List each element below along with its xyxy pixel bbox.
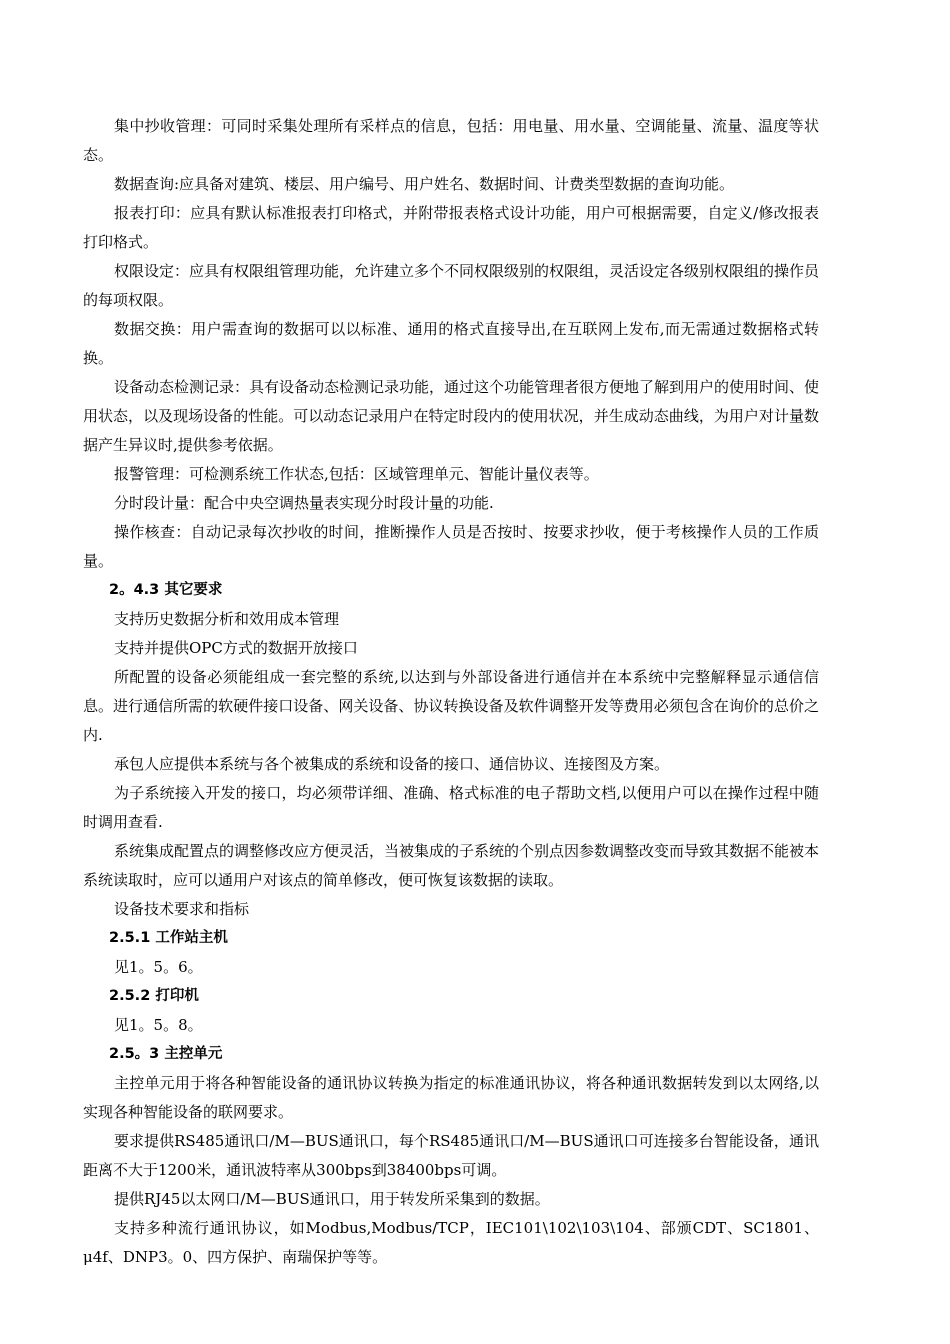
body-paragraph: 见1。5。8。 bbox=[114, 1016, 203, 1034]
document-body bbox=[83, 112, 819, 1272]
body-paragraph: 分时段计量：配合中央空调热量表实现分时段计量的功能. bbox=[114, 494, 494, 512]
body-paragraph: 所配置的设备必须能组成一套完整的系统,以达到与外部设备进行通信并在本系统中完整解释显示通信信息。进行通信所需的软硬件接口设备、网关设备、协议转换设备及软件调整开发等费用必须包含在询价的总价之内. bbox=[83, 668, 819, 744]
body-paragraph: 支持历史数据分析和效用成本管理 bbox=[114, 610, 340, 628]
body-paragraph: 支持并提供OPC方式的数据开放接口 bbox=[114, 639, 358, 657]
body-paragraph: 承包人应提供本系统与各个被集成的系统和设备的接口、通信协议、连接图及方案。 bbox=[114, 755, 670, 773]
body-paragraph: 集中抄收管理：可同时采集处理所有采样点的信息，包括：用电量、用水量、空调能量、流量、温度等状态。 bbox=[83, 117, 819, 164]
body-paragraph: 为子系统接入开发的接口，均必须带详细、准确、格式标准的电子帮助文档,以便用户可以在操作过程中随时调用查看. bbox=[83, 784, 819, 831]
body-paragraph: 设备技术要求和指标 bbox=[114, 900, 250, 918]
body-paragraph: 权限设定：应具有权限组管理功能，允许建立多个不同权限级别的权限组，灵活设定各级别权限组的操作员的每项权限。 bbox=[83, 262, 820, 309]
body-paragraph: 支持多种流行通讯协议，如Modbus,Modbus/TCP，IEC101\102\103\104、部颁CDT、SC1801、μ4f、DNP3。0、四方保护、南瑞保护等等。 bbox=[83, 1219, 819, 1266]
body-paragraph: 要求提供RS485通讯口/M—BUS通讯口，每个RS485通讯口/M—BUS通讯口可连接多台智能设备，通讯距离不大于1200米，通讯波特率从300bps到38400bps可调。 bbox=[83, 1132, 819, 1179]
section-heading: 2。4.3 其它要求 bbox=[109, 582, 223, 598]
body-paragraph: 数据交换：用户需查询的数据可以以标准、通用的格式直接导出,在互联网上发布,而无需通过数据格式转换。 bbox=[83, 320, 819, 367]
body-paragraph: 系统集成配置点的调整修改应方便灵活，当被集成的子系统的个别点因参数调整改变而导致其数据不能被本系统读取时，应可以通用户对该点的简单修改，便可恢复该数据的读取。 bbox=[83, 842, 820, 889]
body-paragraph: 报警管理：可检测系统工作状态,包括：区域管理单元、智能计量仪表等。 bbox=[114, 465, 599, 483]
section-heading: 2.5。3 主控单元 bbox=[109, 1046, 223, 1062]
section-heading: 2.5.1 工作站主机 bbox=[109, 930, 228, 946]
body-paragraph: 报表打印：应具有默认标准报表打印格式，并附带报表格式设计功能，用户可根据需要，自定义/修改报表打印格式。 bbox=[83, 204, 819, 251]
body-paragraph: 设备动态检测记录：具有设备动态检测记录功能，通过这个功能管理者很方便地了解到用户的使用时间、使用状态，以及现场设备的性能。可以动态记录用户在特定时段内的使用状况，并生成动态曲线，为用户对计量数据产生异议时,提供参考依据。 bbox=[83, 378, 820, 454]
body-paragraph: 主控单元用于将各种智能设备的通讯协议转换为指定的标准通讯协议，将各种通讯数据转发到以太网络,以实现各种智能设备的联网要求。 bbox=[83, 1074, 819, 1121]
body-paragraph: 提供RJ45以太网口/M—BUS通讯口，用于转发所采集到的数据。 bbox=[114, 1190, 550, 1208]
body-paragraph: 见1。5。6。 bbox=[114, 958, 203, 976]
body-paragraph: 操作核查：自动记录每次抄收的时间，推断操作人员是否按时、按要求抄收，便于考核操作人员的工作质量。 bbox=[83, 523, 819, 570]
body-paragraph: 数据查询:应具备对建筑、楼层、用户编号、用户姓名、数据时间、计费类型数据的查询功能。 bbox=[114, 175, 735, 193]
section-heading: 2.5.2 打印机 bbox=[109, 988, 199, 1004]
